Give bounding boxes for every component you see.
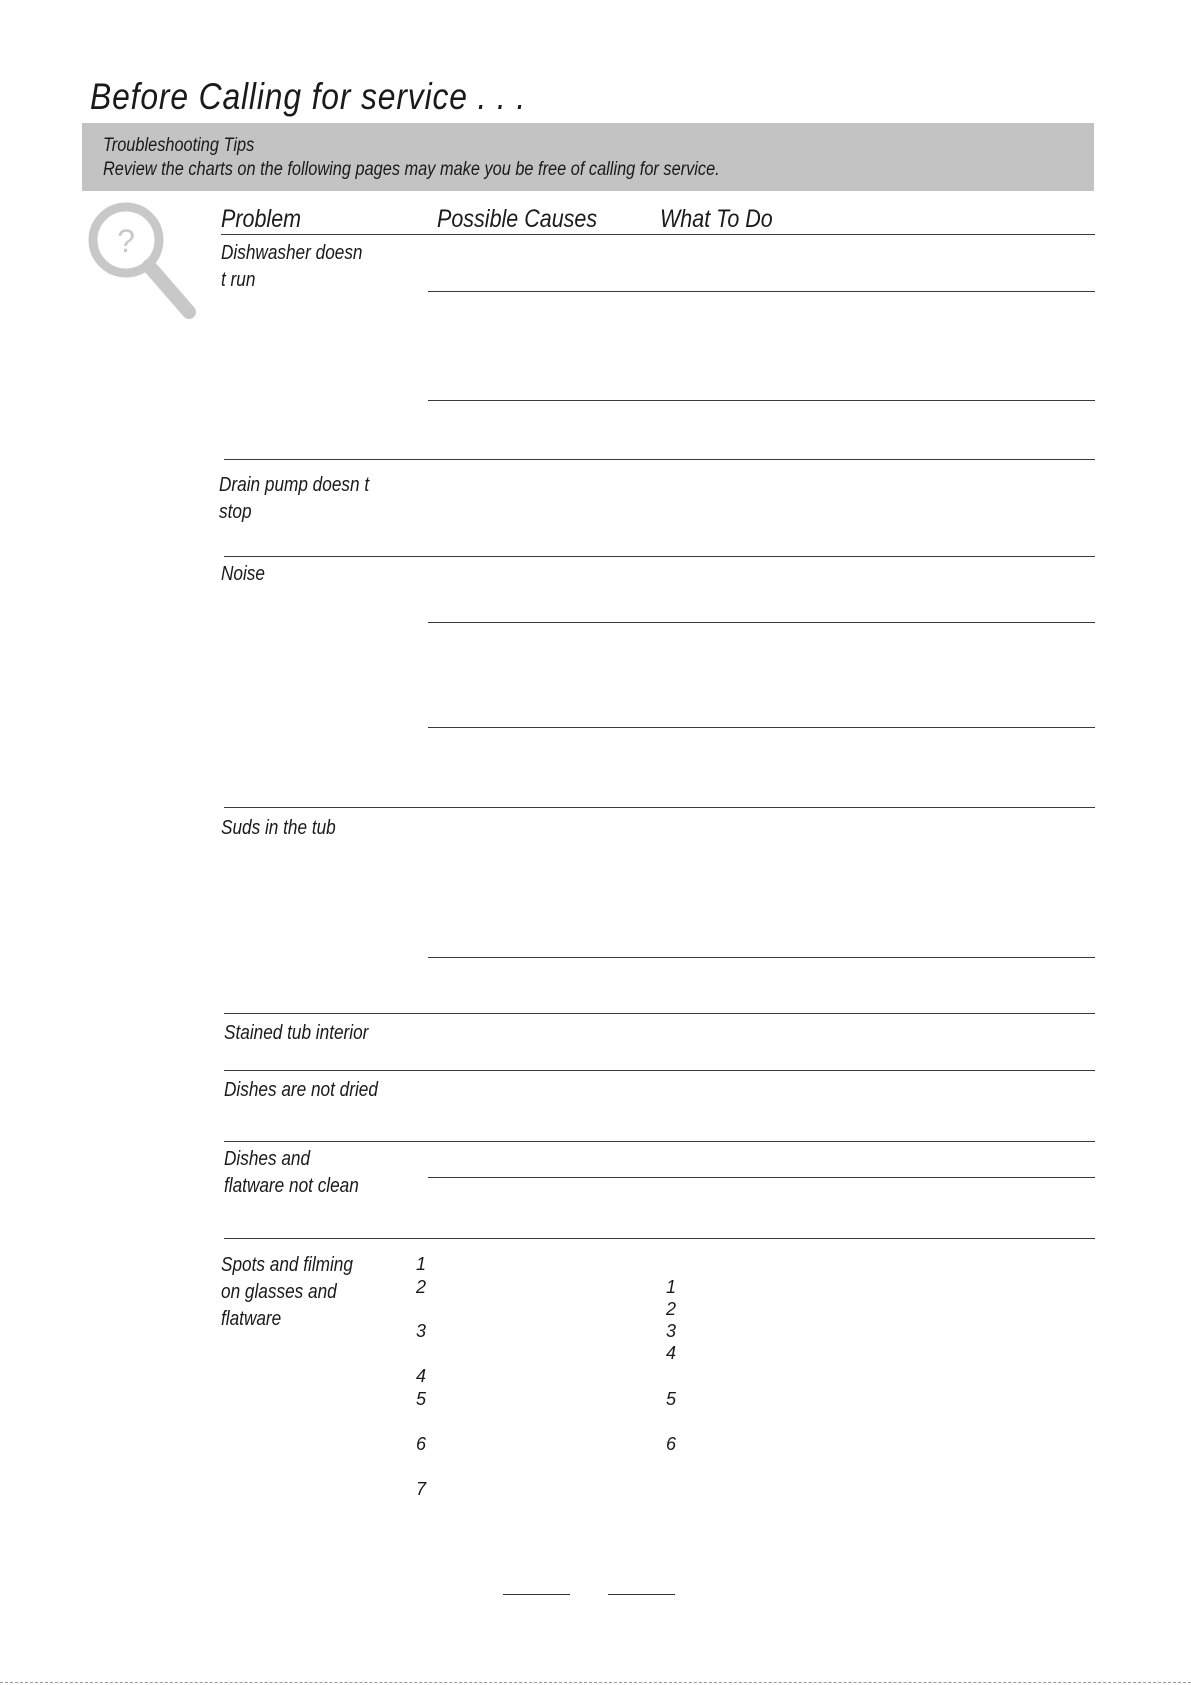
column-header-causes: Possible Causes — [437, 205, 598, 233]
row-divider — [224, 807, 1095, 808]
footer-rule-right — [608, 1594, 675, 1595]
todo-number: 2 — [666, 1299, 677, 1319]
cause-number: 7 — [416, 1479, 427, 1499]
problem-stained-tub-interior: Stained tub interior — [224, 1022, 369, 1044]
todo-number: 6 — [666, 1434, 677, 1454]
row-divider — [428, 291, 1095, 292]
banner-subtitle: Review the charts on the following pages may make you be free of calling for service. — [103, 159, 720, 180]
row-divider — [224, 1141, 1095, 1142]
row-divider — [428, 1177, 1095, 1178]
todo-number: 3 — [666, 1321, 677, 1341]
row-divider — [428, 727, 1095, 728]
header-rule — [221, 234, 1095, 235]
todo-number: 5 — [666, 1389, 677, 1409]
column-header-problem: Problem — [221, 205, 302, 233]
problem-dishes-not-dried: Dishes are not dried — [224, 1079, 378, 1101]
problem-dishes-flatware-not-clean: Dishes and flatware not clean — [224, 1148, 359, 1197]
row-divider — [428, 400, 1095, 401]
footer-rule-left — [503, 1594, 570, 1595]
row-divider — [428, 622, 1095, 623]
svg-text:?: ? — [117, 223, 135, 259]
cause-number: 3 — [416, 1321, 427, 1341]
cause-number: 6 — [416, 1434, 427, 1454]
cause-number: 4 — [416, 1366, 427, 1386]
todo-number: 1 — [666, 1277, 677, 1297]
row-divider — [224, 459, 1095, 460]
row-divider — [428, 957, 1095, 958]
cause-number: 5 — [416, 1389, 427, 1409]
column-header-what-to-do: What To Do — [660, 205, 773, 233]
page-edge-dotted-line — [0, 1682, 1191, 1683]
problem-suds-in-the-tub: Suds in the tub — [221, 817, 336, 839]
row-divider — [224, 1013, 1095, 1014]
magnifier-question-icon — [84, 200, 204, 325]
problem-noise: Noise — [221, 563, 265, 585]
cause-number: 2 — [416, 1277, 427, 1297]
problem-drain-pump-doesnt-stop: Drain pump doesn t stop — [219, 474, 370, 523]
row-divider — [224, 556, 1095, 557]
problem-dishwasher-doesnt-run: Dishwasher doesn t run — [221, 242, 363, 291]
banner-heading: Troubleshooting Tips — [103, 135, 255, 156]
todo-number: 4 — [666, 1343, 677, 1363]
row-divider — [224, 1070, 1095, 1071]
page-title: Before Calling for service . . . — [90, 76, 527, 117]
row-divider — [224, 1238, 1095, 1239]
problem-spots-and-filming: Spots and filming on glasses and flatware — [221, 1254, 353, 1330]
cause-number: 1 — [416, 1254, 427, 1274]
